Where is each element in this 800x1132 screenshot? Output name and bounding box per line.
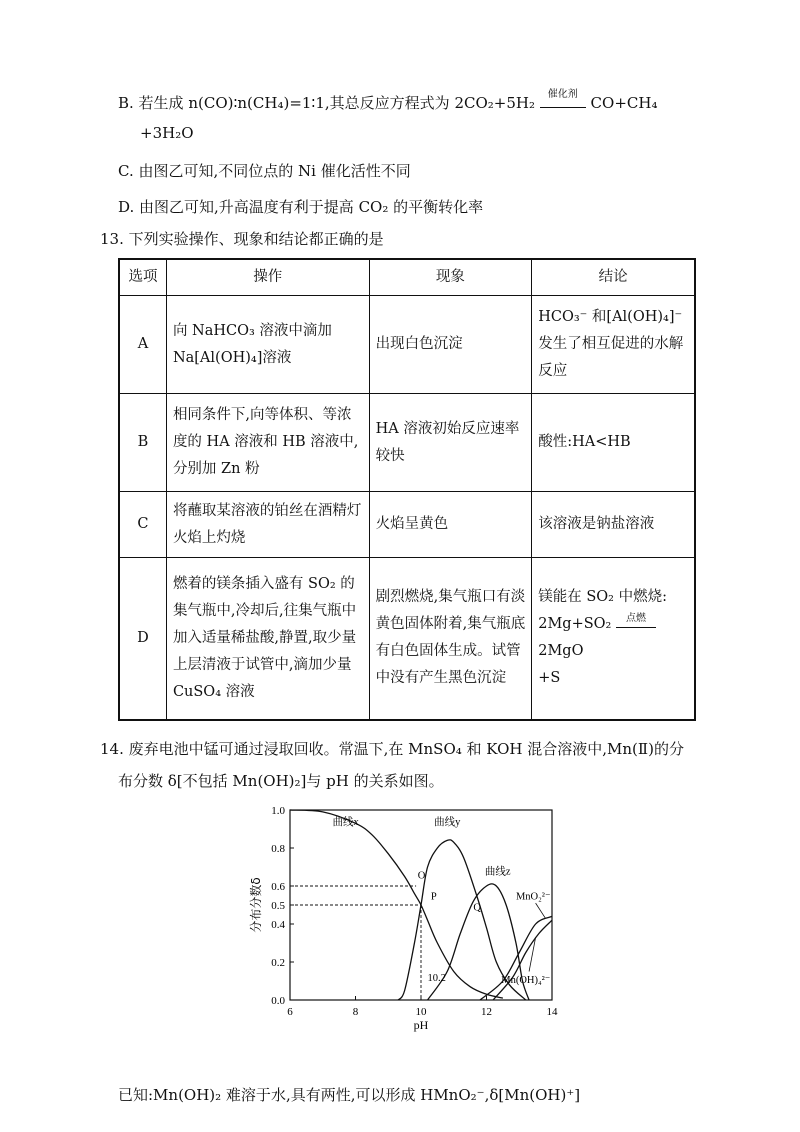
conclusion-lhs: 2Mg+SO₂ <box>538 616 612 633</box>
series-line-4 <box>480 916 552 1000</box>
conclusion-text: 镁能在 SO₂ 中燃烧: <box>538 589 667 606</box>
reaction-arrow <box>616 613 656 628</box>
row-option: C <box>119 492 166 558</box>
row-operation: 燃着的镁条插入盛有 SO₂ 的集气瓶中,冷却后,往集气瓶中加入适量稀盐酸,静置,取少量上层清液于试管中,滴加少量 CuSO₄ 溶液 <box>166 558 369 720</box>
q12-option-b-lhs: 2CO₂+5H₂ <box>454 94 535 112</box>
y-tick-label: 0.5 <box>271 900 285 912</box>
q12-option-b-continued: +3H₂O <box>140 124 194 142</box>
y-tick-label: 0.0 <box>271 995 285 1007</box>
header-option: 选项 <box>119 259 166 296</box>
reaction-arrow <box>540 89 586 108</box>
conclusion-rhs: 2MgO <box>538 643 584 660</box>
row-phenomenon: 火焰呈黄色 <box>369 492 532 558</box>
row-operation: 相同条件下,向等体积、等浓度的 HA 溶液和 HB 溶液中,分别加 Zn 粉 <box>166 394 369 492</box>
q12-option-d: D. 由图乙可知,升高温度有利于提高 CO₂ 的平衡转化率 <box>118 198 484 216</box>
reaction-condition: 点燃 <box>625 613 646 625</box>
row-operation: 向 NaHCO₃ 溶液中滴加 Na[Al(OH)₄]溶液 <box>166 296 369 394</box>
q12-option-b-rhs: CO+CH₄ <box>590 94 658 112</box>
row-option: B <box>119 394 166 492</box>
row-conclusion: 该溶液是钠盐溶液 <box>532 492 695 558</box>
q12-option-c: C. 由图乙可知,不同位点的 Ni 催化活性不同 <box>118 162 411 180</box>
y-tick-label: 1.0 <box>271 805 285 817</box>
row-option: A <box>119 296 166 394</box>
row-operation: 将蘸取某溶液的铂丝在酒精灯火焰上灼烧 <box>166 492 369 558</box>
row-phenomenon: 出现白色沉淀 <box>369 296 532 394</box>
q13-table <box>118 258 696 721</box>
table-header-row <box>119 259 695 296</box>
table-row <box>119 558 695 720</box>
row-conclusion: HCO₃⁻ 和[Al(OH)₄]⁻ 发生了相互促进的水解反应 <box>532 296 695 394</box>
x-tick-label: 10 <box>415 1006 427 1018</box>
series-label-mnoh4: Mn(OH)₄²⁻ <box>501 974 551 986</box>
q14-known: 已知:Mn(OH)₂ 难溶于水,具有两性,可以形成 HMnO₂⁻,δ[Mn(OH)⁺] <box>118 1086 581 1104</box>
row-phenomenon: HA 溶液初始反应速率较快 <box>369 394 532 492</box>
header-conclusion: 结论 <box>532 259 695 296</box>
q13-stem: 13. 下列实验操作、现象和结论都正确的是 <box>100 230 384 248</box>
row-conclusion <box>532 558 695 720</box>
point-label: Q <box>473 902 481 914</box>
point-label: O <box>417 870 426 882</box>
y-tick-label: 0.6 <box>271 881 285 893</box>
leader-line <box>536 903 546 918</box>
row-phenomenon: 剧烈燃烧,集气瓶口有淡黄色固体附着,集气瓶底有白色固体生成。试管中没有产生黑色沉淀 <box>369 558 532 720</box>
q14-stem-line2: 布分数 δ[不包括 Mn(OH)₂]与 pH 的关系如图。 <box>118 772 444 790</box>
series-label-y: 曲线y <box>434 817 461 829</box>
table-row <box>119 394 695 492</box>
y-tick-label: 0.4 <box>271 919 285 931</box>
point-label: P <box>430 891 437 903</box>
header-phenomenon: 现象 <box>369 259 532 296</box>
series-label-x: 曲线x <box>332 817 359 829</box>
point-label: 10.2 <box>427 973 446 984</box>
q14-stem-line1: 14. 废弃电池中锰可通过浸取回收。常温下,在 MnSO₄ 和 KOH 混合溶液中,Mn(Ⅱ)的分 <box>100 740 684 758</box>
reaction-condition: 催化剂 <box>547 89 578 100</box>
row-option: D <box>119 558 166 720</box>
row-conclusion: 酸性:HA<HB <box>532 394 695 492</box>
header-operation: 操作 <box>166 259 369 296</box>
x-tick-label: 14 <box>546 1006 558 1018</box>
x-tick-label: 12 <box>481 1006 492 1018</box>
series-label-mno2: MnO₂²⁻ <box>515 891 551 903</box>
series-line-5 <box>493 920 552 1000</box>
series-label-z: 曲线z <box>484 866 511 878</box>
distribution-chart <box>248 800 568 1045</box>
series-line-1 <box>290 810 503 998</box>
table-row <box>119 492 695 558</box>
x-axis-label: pH <box>413 1018 429 1032</box>
q12-option-b-prefix: B. 若生成 <box>118 94 184 112</box>
table-row <box>119 296 695 394</box>
x-tick-label: 8 <box>352 1006 359 1018</box>
y-axis-label: 分布分数δ <box>249 877 263 933</box>
y-tick-label: 0.8 <box>271 843 285 855</box>
q12-option-b-ratio: n(CO)∶n(CH₄)=1∶1,其总反应方程式为 <box>188 94 450 112</box>
q12-option-b <box>118 89 658 113</box>
conclusion-continued: +S <box>538 670 561 687</box>
y-tick-label: 0.2 <box>271 957 285 969</box>
x-tick-label: 6 <box>287 1006 293 1018</box>
